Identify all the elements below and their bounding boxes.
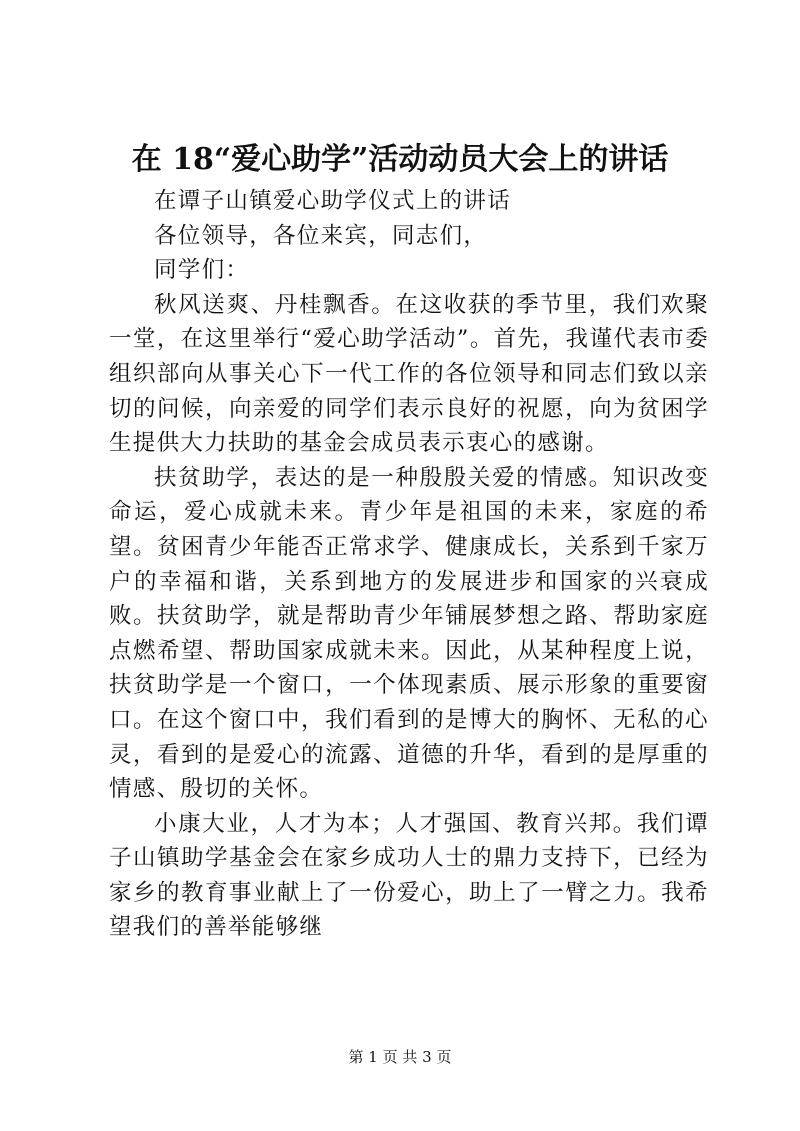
greeting-line: 各位领导，各位来宾，同志们， xyxy=(154,222,488,249)
body-paragraph: 小康大业，人才为本；人才强国、教育兴邦。我们谭子山镇助学基金会在家乡成功人士的鼎力支持下，已经为家乡的教育事业献上了一份爱心，助上了一臂之力。我希望我们的善举能够继 xyxy=(109,810,709,941)
body-paragraph: 秋风送爽、丹桂飘香。在这收获的季节里，我们欢聚一堂，在这里举行“爱心助学活动”。首先，我谨代表市委组织部向从事关心下一代工作的各位领导和同志们致以亲切的问候，向亲爱的同学们表示良好的祝愿，向为贫困学生提供大力扶助的基金会成员表示衷心的感谢。 xyxy=(109,291,709,457)
body-paragraph: 扶贫助学，表达的是一种殷殷关爱的情感。知识改变命运，爱心成就未来。青少年是祖国的未来，家庭的希望。贫困青少年能否正常求学、健康成长，关系到千家万户的幸福和谐，关系到地方的发展进步和国家的兴衰成败。扶贫助学，就是帮助青少年铺展梦想之路、帮助家庭点燃希望、帮助国家成就未来。因此，从某种程度上说，扶贫助学是一个窗口，一个体现素质、展示形象的重要窗口。在这个窗口中，我们看到的是博大的胸怀、无私的心灵，看到的是爱心的流露、道德的升华，看到的是厚重的情感、殷切的关怀。 xyxy=(109,464,709,803)
subtitle-line: 在谭子山镇爱心助学仪式上的讲话 xyxy=(154,188,512,214)
document-body xyxy=(109,184,709,945)
document-title: 在 18“爱心助学”活动动员大会上的讲话 xyxy=(131,142,669,177)
greeting-line: 同学们： xyxy=(154,257,250,284)
page-footer: 第 1 页 共 3 页 xyxy=(348,1048,452,1066)
